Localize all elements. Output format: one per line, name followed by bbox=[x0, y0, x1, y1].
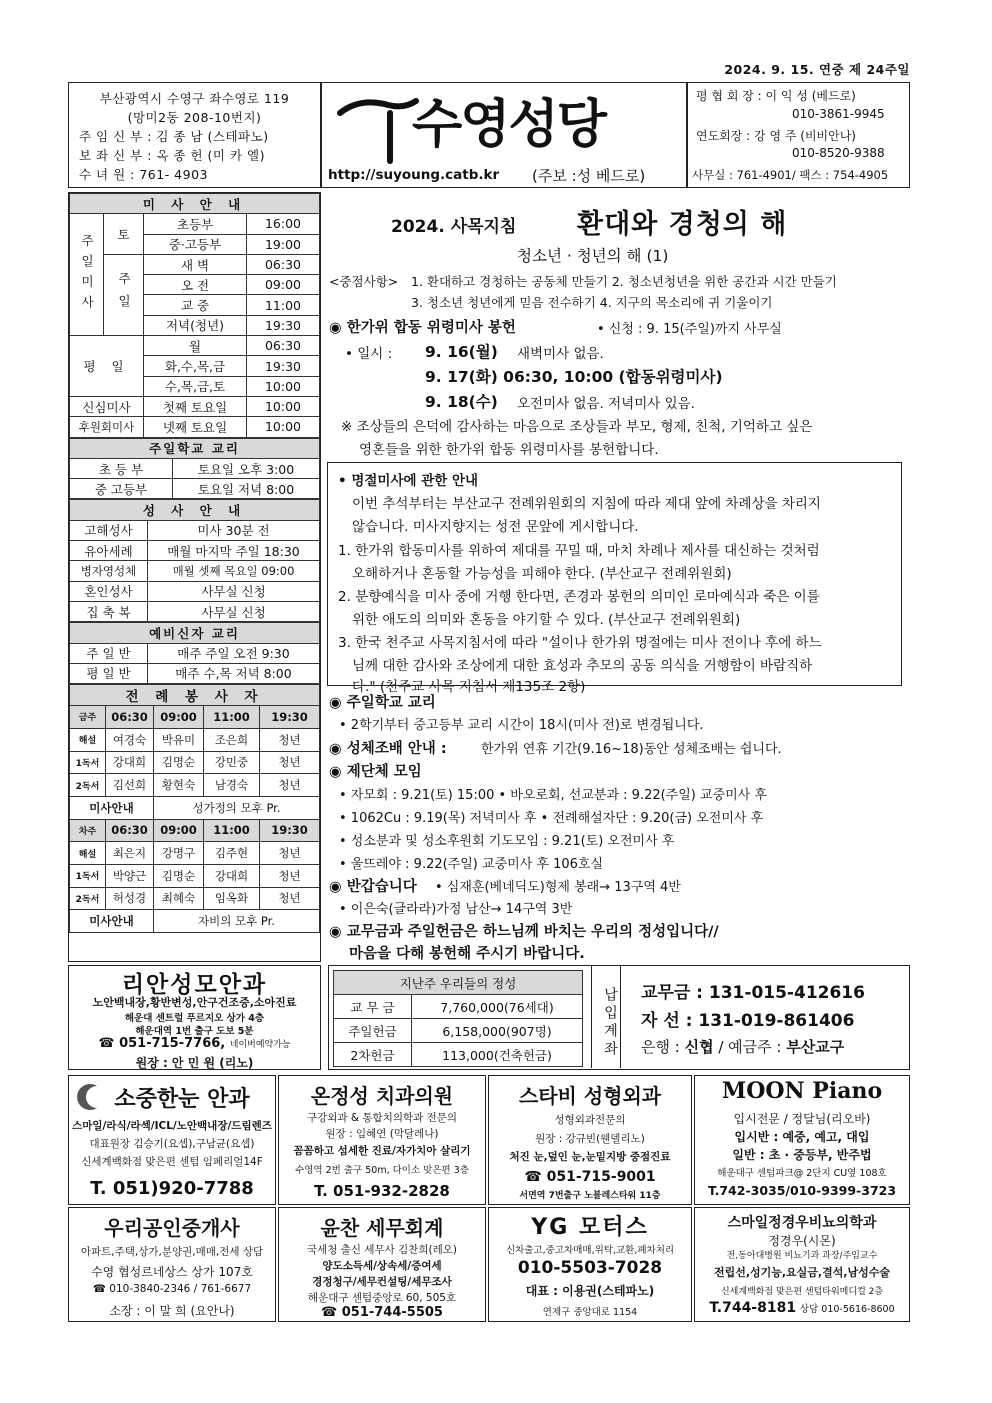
time-header: 11:00 bbox=[204, 819, 260, 842]
parish-url[interactable]: http://suyoung.catb.kr bbox=[328, 167, 500, 183]
ad-name: 우리공인중개사 bbox=[104, 1216, 240, 1240]
offering-amount: 7,760,000(76세대) bbox=[412, 995, 583, 1019]
ad-name: 소중한눈 안과 bbox=[114, 1087, 250, 1112]
offering-box bbox=[328, 965, 910, 1070]
bank-line bbox=[641, 1036, 844, 1057]
mass-title: 미 사 안 내 bbox=[70, 194, 320, 214]
volunteer: 박양근 bbox=[106, 864, 154, 887]
sacrament-time: 매월 셋째 목요일 09:00 bbox=[148, 561, 320, 581]
mass-name: 수,목,금,토 bbox=[144, 376, 247, 396]
ad-line: 대표 : 이용권(스테파노) bbox=[525, 1284, 655, 1298]
volunteer: 김주현 bbox=[204, 842, 260, 865]
groups-heading: ◉ 제단체 모임 bbox=[329, 764, 422, 780]
adoration-body: 한가위 연휴 기간(9.16~18)동안 성체조배는 쉽니다. bbox=[481, 742, 782, 757]
volunteer: 강대희 bbox=[106, 751, 154, 774]
schedule-column bbox=[68, 192, 321, 962]
ad-line: 해운대구 센텀중앙로 60, 505호 bbox=[307, 1292, 457, 1304]
ad-sojunghan-eye bbox=[68, 1075, 276, 1205]
offering-table bbox=[333, 970, 583, 1067]
sacrament-title: 성 사 안 내 bbox=[70, 500, 320, 520]
ad-line: 성형외과전문의 bbox=[554, 1114, 626, 1126]
guideline-prefix: 2024. 사목지침 bbox=[391, 217, 517, 237]
ad-line: 수영역 2번 출구 50m, 다이소 맞은편 3층 bbox=[295, 1165, 469, 1176]
notice-line: 님께 대한 감사와 조상에게 대한 효성과 추모의 공동 의식을 거행함이 바람직하 bbox=[352, 658, 813, 674]
mass-name: 새 벽 bbox=[144, 254, 247, 274]
group-line: • 1062Cu : 9.19(목) 저녁미사 후 • 전례해설자단 : 9.20(금) 오전미사 후 bbox=[339, 811, 764, 826]
volunteer: 김명순 bbox=[154, 751, 204, 774]
role: 해설 bbox=[70, 842, 106, 865]
ad-line: 입시반 : 예중, 예고, 대입 bbox=[734, 1130, 870, 1144]
mass-guide-value: 자비의 모후 Pr. bbox=[154, 910, 320, 933]
mass-time: 10:00 bbox=[247, 376, 320, 396]
offering-type: 2차헌금 bbox=[334, 1043, 412, 1067]
welcome-line: • 이은숙(글라라)가정 남산→ 14구역 3반 bbox=[339, 902, 573, 917]
sacrament-time: 매월 마지막 주일 18:30 bbox=[148, 541, 320, 561]
volunteer: 남경숙 bbox=[204, 774, 260, 797]
ad-starbi-plastic bbox=[488, 1075, 692, 1205]
bank-name: 신협 bbox=[684, 1038, 714, 1056]
council-president: 평 협 회 장 : 이 익 성 (베드로) bbox=[696, 89, 856, 103]
volunteer: 김명순 bbox=[154, 864, 204, 887]
ad-phone: T.742-3035/010-9399-3723 bbox=[707, 1183, 897, 1198]
volunteer: 강대희 bbox=[204, 864, 260, 887]
welcome-heading: ◉ 반갑습니다 bbox=[329, 879, 417, 895]
mass-time: 19:00 bbox=[247, 234, 320, 254]
holder-label: / 예금주 : bbox=[718, 1038, 782, 1056]
ad-line: 국세청 출신 세무사 김찬희(레오) bbox=[306, 1244, 458, 1256]
ad-phone: 010-5503-7028 bbox=[517, 1258, 663, 1278]
logo-text: 수영성당 bbox=[412, 95, 605, 155]
notice-line: 3. 한국 천주교 사목지침서에 따라 "설이나 한가위 명절에는 미사 전이나 후에 하느 bbox=[338, 635, 822, 651]
sunday-label: 주일 bbox=[104, 254, 144, 335]
class-time: 매주 수,목 저녁 8:00 bbox=[148, 663, 320, 683]
volunteer: 허성경 bbox=[106, 887, 154, 910]
volunteer: 강민중 bbox=[204, 751, 260, 774]
volunteer: 최혜숙 bbox=[154, 887, 204, 910]
ad-lian-eye-clinic bbox=[68, 965, 321, 1070]
ad-line: 입시전문 / 정달님(리오바) bbox=[733, 1112, 871, 1126]
sacrament-time: 미사 30분 전 bbox=[148, 520, 320, 540]
ad-name: YG 모터스 bbox=[531, 1215, 649, 1240]
saturday-label: 토 bbox=[104, 214, 144, 255]
ad-addr: 해운대 센트럴 푸르지오 상가 4층 bbox=[124, 1013, 265, 1024]
sacrament-time: 사무실 신청 bbox=[148, 581, 320, 601]
ad-line: 연제구 중앙대로 1154 bbox=[542, 1307, 638, 1318]
ad-line: 원장 : 임혜연 (막달레나) bbox=[325, 1128, 439, 1140]
sacrament-time: 사무실 신청 bbox=[148, 601, 320, 621]
council-phone: 010-3861-9945 bbox=[792, 107, 885, 121]
ad-phone-line bbox=[695, 1300, 909, 1316]
ad-phone-line bbox=[69, 1036, 320, 1051]
ad-line: 원장 : 강규빈(웬델리노) bbox=[535, 1133, 645, 1145]
ad-line: 구강외과 & 통합치의학과 전문의 bbox=[306, 1112, 458, 1124]
welcome-line: • 심재훈(베네딕도)형제 봉래→ 13구역 4반 bbox=[435, 880, 681, 895]
volunteer: 청년 bbox=[260, 774, 320, 797]
week-label: 차주 bbox=[70, 819, 106, 842]
sacrament-name: 집 축 복 bbox=[70, 601, 148, 621]
convent: 수 녀 원 : 761- 4903 bbox=[79, 167, 208, 182]
school-title: 주일학교 교리 bbox=[70, 438, 320, 458]
ad-line: 수영 협성르네상스 상가 107호 bbox=[91, 1265, 253, 1279]
notice-line: 오해하거나 혼동할 가능성을 피해야 한다. (부산교구 전례위원회) bbox=[352, 566, 732, 582]
ad-line: 전립선,성기능,요실금,결석,남성수술 bbox=[713, 1266, 891, 1279]
special-mass-day: 넷째 토요일 bbox=[144, 417, 247, 437]
notice-line: 다." (천주교 사목 지침서 제135조 2항) bbox=[352, 679, 586, 695]
mass-guide-label: 미사안내 bbox=[70, 910, 154, 933]
mass-time: 11:00 bbox=[247, 295, 320, 315]
ad-moon-piano bbox=[694, 1075, 910, 1205]
adoration-heading: ◉ 성체조배 안내 : bbox=[329, 741, 447, 757]
mass-time: 10:00 bbox=[247, 417, 320, 437]
date-1-note: 새벽미사 없음. bbox=[517, 346, 604, 362]
mass-name: 저녁(청년) bbox=[144, 315, 247, 335]
volunteer: 강명구 bbox=[154, 842, 204, 865]
time-header: 11:00 bbox=[204, 706, 260, 729]
ad-phone: ☎ 051-715-7766, bbox=[98, 1036, 226, 1051]
chuseok-apply: • 신청 : 9. 15(주일)까지 사무실 bbox=[597, 322, 782, 337]
focus-line-1: 1. 환대하고 경청하는 공동체 만들기 2. 청소년청년을 위한 공간과 시간 만들기 bbox=[411, 274, 837, 289]
ad-line: 해운대구 센텀파크@ 2단지 CU옆 108호 bbox=[717, 1168, 887, 1179]
ad-phone: T.744-8181 bbox=[709, 1300, 797, 1316]
council-info-box bbox=[687, 82, 910, 188]
ad-yunchan-tax bbox=[278, 1207, 486, 1322]
role: 1독서 bbox=[70, 751, 106, 774]
time-header: 19:30 bbox=[260, 819, 320, 842]
issue-date: 2024. 9. 15. 연중 제 24주일 bbox=[724, 62, 910, 77]
date-label: • 일시 : bbox=[345, 346, 393, 362]
ad-name: 스마일정경우비뇨의학과 bbox=[727, 1215, 877, 1231]
parish-logo-icon bbox=[332, 87, 422, 167]
ad-line: 대표원장 김승기(요셉),구남균(요셉) bbox=[89, 1138, 255, 1150]
mass-name: 중·고등부 bbox=[144, 234, 247, 254]
ad-addr: 해운대역 1번 출구 도보 5분 bbox=[135, 1026, 254, 1037]
chuseok-note-2: 영혼들을 위한 한가위 합동 위령미사를 봉헌합니다. bbox=[359, 442, 659, 458]
sacrament-name: 병자영성체 bbox=[70, 561, 148, 581]
sunday-school-table bbox=[69, 438, 320, 500]
offering-amount: 113,000(건축헌금) bbox=[412, 1043, 583, 1067]
pastor: 주 임 신 부 : 김 종 남 (스테파노) bbox=[79, 129, 269, 144]
tithe-line-2: 마음을 다해 봉헌해 주시기 바랍니다. bbox=[349, 946, 585, 962]
mass-name: 교 중 bbox=[144, 295, 247, 315]
address-line-1: 부산광역시 수영구 좌수영로 119 bbox=[99, 91, 290, 106]
catechumen-table bbox=[69, 622, 320, 684]
school-heading: ◉ 주일학교 교리 bbox=[329, 695, 436, 711]
chuseok-heading: ◉ 한가위 합동 위령미사 봉헌 bbox=[329, 320, 516, 336]
ad-phone: ☎ 010-3840-2346 / 761-6677 bbox=[92, 1283, 252, 1295]
catechumen-title: 예비신자 교리 bbox=[70, 623, 320, 643]
ad-phone-note: 상담 010-5616-8600 bbox=[799, 1304, 895, 1315]
ad-name: 스타비 성형외과 bbox=[518, 1084, 662, 1108]
focus-line-2: 3. 청소년 청년에게 믿음 전수하기 4. 지구의 목소리에 귀 기울이기 bbox=[411, 295, 773, 310]
ad-phone: ☎ 051-744-5505 bbox=[321, 1305, 443, 1320]
guideline-subtitle: 청소년 · 청년의 해 (1) bbox=[517, 247, 669, 265]
mass-time: 06:30 bbox=[247, 336, 320, 356]
mass-name: 월 bbox=[144, 336, 247, 356]
offering-amount: 6,158,000(907명) bbox=[412, 1019, 583, 1043]
bulletin-patron: (주보 :성 베드로) bbox=[532, 167, 646, 185]
mass-time: 10:00 bbox=[247, 396, 320, 416]
ad-phone-note: 네이버예약가능 bbox=[229, 1040, 291, 1050]
school-time: 토요일 저녁 8:00 bbox=[173, 479, 320, 499]
notice-line: 이번 추석부터는 부산교구 전례위원회의 지침에 따라 제대 앞에 차례상을 차리지 bbox=[352, 496, 821, 512]
ad-onjungsung-dental bbox=[278, 1075, 486, 1205]
special-mass-name: 후원회미사 bbox=[70, 417, 144, 437]
address-line-2: (망미2동 208-10번지) bbox=[127, 110, 262, 125]
volunteer: 청년 bbox=[260, 728, 320, 751]
school-body: • 2학기부터 중고등부 교리 시간이 18시(미사 전)로 변경됩니다. bbox=[339, 718, 704, 733]
mass-schedule-table bbox=[69, 193, 320, 438]
time-header: 06:30 bbox=[106, 706, 154, 729]
ad-line: 정경우(시몬) bbox=[768, 1234, 836, 1248]
role: 1독서 bbox=[70, 864, 106, 887]
notice-line: 위한 애도의 의미와 혼동을 야기할 수 있다. (부산교구 전례위원회) bbox=[352, 612, 741, 628]
office-contact: 사무실 : 761-4901/ 팩스 : 754-4905 bbox=[692, 168, 889, 182]
volunteer: 청년 bbox=[260, 887, 320, 910]
bank-label: 은행 : bbox=[641, 1038, 680, 1056]
ad-phone: ☎ 051-715-9001 bbox=[524, 1169, 656, 1185]
ad-line: 신세계백화점 맞은편 센텀 임페리얼14F bbox=[81, 1156, 263, 1168]
time-header: 09:00 bbox=[154, 819, 204, 842]
volunteer-table bbox=[69, 684, 320, 933]
notice-title: • 명절미사에 관한 안내 bbox=[338, 473, 479, 489]
notice-line: 않습니다. 미사지향지는 성전 문앞에 게시합니다. bbox=[352, 519, 639, 535]
volunteer: 조은희 bbox=[204, 728, 260, 751]
role: 2독서 bbox=[70, 887, 106, 910]
ad-desc: 노안백내장,황반변성,안구건조증,소아진료 bbox=[92, 996, 297, 1009]
offering-type: 교 무 금 bbox=[334, 995, 412, 1019]
guideline-title: 환대와 경청의 해 bbox=[577, 209, 788, 240]
ad-line: 신차출고,중고차매매,위탁,교환,폐차처리 bbox=[505, 1245, 675, 1256]
ad-line: 전,동아대병원 비뇨기과 과장/주임교수 bbox=[726, 1251, 878, 1261]
school-time: 토요일 오후 3:00 bbox=[173, 458, 320, 478]
date-3-note: 오전미사 없음. 저녁미사 있음. bbox=[517, 396, 695, 412]
ad-phone: T. 051-932-2828 bbox=[314, 1182, 450, 1200]
ad-line: 아파트,주택,상가,분양권,매매,전세 상담 bbox=[80, 1246, 264, 1258]
ad-director: 원장 : 안 민 원 (리노) bbox=[135, 1056, 254, 1070]
ad-line: 양도소득세/상속세/증여세 bbox=[322, 1260, 442, 1272]
volunteer: 김선희 bbox=[106, 774, 154, 797]
mass-time: 06:30 bbox=[247, 254, 320, 274]
holiday-mass-notice bbox=[327, 462, 902, 695]
class-time: 매주 주일 오전 9:30 bbox=[148, 643, 320, 663]
mass-time: 19:30 bbox=[247, 315, 320, 335]
special-mass-day: 첫째 토요일 bbox=[144, 396, 247, 416]
sunday-mass-label: 주일미사 bbox=[70, 214, 104, 336]
ad-name: 리안성모안과 bbox=[121, 972, 268, 998]
role: 2독서 bbox=[70, 774, 106, 797]
time-header: 09:00 bbox=[154, 706, 204, 729]
ad-line: 서면역 7번출구 노블레스타워 11층 bbox=[519, 1191, 661, 1201]
logo-box bbox=[321, 82, 687, 188]
volunteer: 청년 bbox=[260, 842, 320, 865]
mass-name: 오 전 bbox=[144, 275, 247, 295]
federation-phone: 010-8520-9388 bbox=[792, 146, 885, 160]
ad-jung-urology bbox=[694, 1207, 910, 1322]
focus-label: <중점사항> bbox=[329, 274, 399, 289]
sacrament-name: 혼인성사 bbox=[70, 581, 148, 601]
mass-name: 초등부 bbox=[144, 214, 247, 234]
chuseok-note-1: ※ 조상들의 은덕에 감사하는 마음으로 조상들과 부모, 형제, 친척, 기억하고 싶은 bbox=[341, 419, 813, 435]
class-name: 주 일 반 bbox=[70, 643, 148, 663]
ad-line: 신세계백화점 맞은편 센텀타워메디컬 2층 bbox=[720, 1287, 884, 1297]
ad-line: 스마일/라식/라섹/ICL/노안백내장/드림렌즈 bbox=[72, 1120, 272, 1132]
ad-yg-motors bbox=[488, 1207, 692, 1322]
group-line: • 자모회 : 9.21(토) 15:00 • 바오로회, 선교분과 : 9.22(주일) 교중미사 후 bbox=[339, 788, 767, 803]
volunteer: 최은지 bbox=[106, 842, 154, 865]
weekday-label: 평 일 bbox=[70, 336, 144, 397]
ad-name: 온정성 치과의원 bbox=[310, 1084, 454, 1108]
date-3: 9. 18(수) bbox=[425, 393, 498, 411]
assistant-priest: 보 좌 신 부 : 옥 종 헌 (미 카 엘) bbox=[79, 148, 265, 163]
class-name: 평 일 반 bbox=[70, 663, 148, 683]
volunteer: 박유미 bbox=[154, 728, 204, 751]
mass-time: 09:00 bbox=[247, 275, 320, 295]
ad-line: 경정청구/세무컨설팅/세무조사 bbox=[312, 1276, 452, 1288]
ad-line: 꼼꼼하고 섬세한 진료/자가치아 살리기 bbox=[293, 1145, 471, 1157]
charity-account: 자 선 : 131-019-861406 bbox=[641, 1011, 855, 1031]
school-group: 초 등 부 bbox=[70, 458, 173, 478]
tithe-line-1: ◉ 교무금과 주일헌금은 하느님께 바치는 우리의 정성입니다// bbox=[329, 924, 719, 940]
ad-name: MOON Piano bbox=[721, 1078, 883, 1104]
sacrament-name: 유아세례 bbox=[70, 541, 148, 561]
mass-name: 화,수,목,금 bbox=[144, 356, 247, 376]
sacrament-table bbox=[69, 499, 320, 622]
mass-time: 19:30 bbox=[247, 356, 320, 376]
ad-line: 처진 눈,덮인 눈,눈밑지방 중점진료 bbox=[509, 1151, 671, 1163]
group-line: • 울뜨레야 : 9.22(주일) 교중미사 후 106호실 bbox=[339, 857, 603, 872]
volunteer: 청년 bbox=[260, 751, 320, 774]
notice-line: 2. 분향예식을 미사 중에 거행 한다면, 존경과 봉헌의 의미인 로마예식과 죽은 이를 bbox=[338, 589, 820, 605]
special-mass-name: 신심미사 bbox=[70, 396, 144, 416]
federation-president: 연도회장 : 강 영 주 (비비안나) bbox=[696, 129, 856, 143]
ad-line: 소장 : 이 말 희 (요안나) bbox=[109, 1304, 235, 1318]
volunteer: 임옥화 bbox=[204, 887, 260, 910]
week-label: 금주 bbox=[70, 706, 106, 729]
school-group: 중 고등부 bbox=[70, 479, 173, 499]
time-header: 19:30 bbox=[260, 706, 320, 729]
sacrament-name: 고해성사 bbox=[70, 520, 148, 540]
mass-time: 16:00 bbox=[247, 214, 320, 234]
time-header: 06:30 bbox=[106, 819, 154, 842]
notice-line: 1. 한가위 합동미사를 위하여 제대를 꾸밀 때, 마치 차례나 제사를 대신하는 것처럼 bbox=[338, 543, 820, 559]
offering-title: 지난주 우리들의 정성 bbox=[334, 971, 583, 995]
ad-name: 윤찬 세무회계 bbox=[320, 1216, 444, 1240]
date-2: 9. 17(화) 06:30, 10:00 (합동위령미사) bbox=[425, 368, 723, 386]
volunteer-title: 전 례 봉 사 자 bbox=[70, 685, 320, 706]
tithe-account: 교무금 : 131-015-412616 bbox=[641, 983, 865, 1003]
mass-guide-value: 성가정의 모후 Pr. bbox=[154, 796, 320, 819]
parish-info-box bbox=[68, 82, 321, 188]
volunteer: 황현숙 bbox=[154, 774, 204, 797]
offering-type: 주일헌금 bbox=[334, 1019, 412, 1043]
date-1: 9. 16(월) bbox=[425, 343, 498, 361]
main-content bbox=[325, 192, 910, 962]
ad-phone: T. 051)920-7788 bbox=[90, 1178, 254, 1199]
account-holder: 부산교구 bbox=[786, 1038, 845, 1056]
ad-line: 일반 : 초 · 중등부, 반주법 bbox=[732, 1148, 872, 1162]
group-line: • 성소분과 및 성소후원회 기도모임 : 9.21(토) 오전미사 후 bbox=[339, 834, 675, 849]
role: 해설 bbox=[70, 728, 106, 751]
volunteer: 청년 bbox=[260, 864, 320, 887]
mass-guide-label: 미사안내 bbox=[70, 796, 154, 819]
ad-woori-realty bbox=[68, 1207, 276, 1322]
payment-account-label: 납입계좌 bbox=[591, 966, 621, 1068]
volunteer: 여경숙 bbox=[106, 728, 154, 751]
